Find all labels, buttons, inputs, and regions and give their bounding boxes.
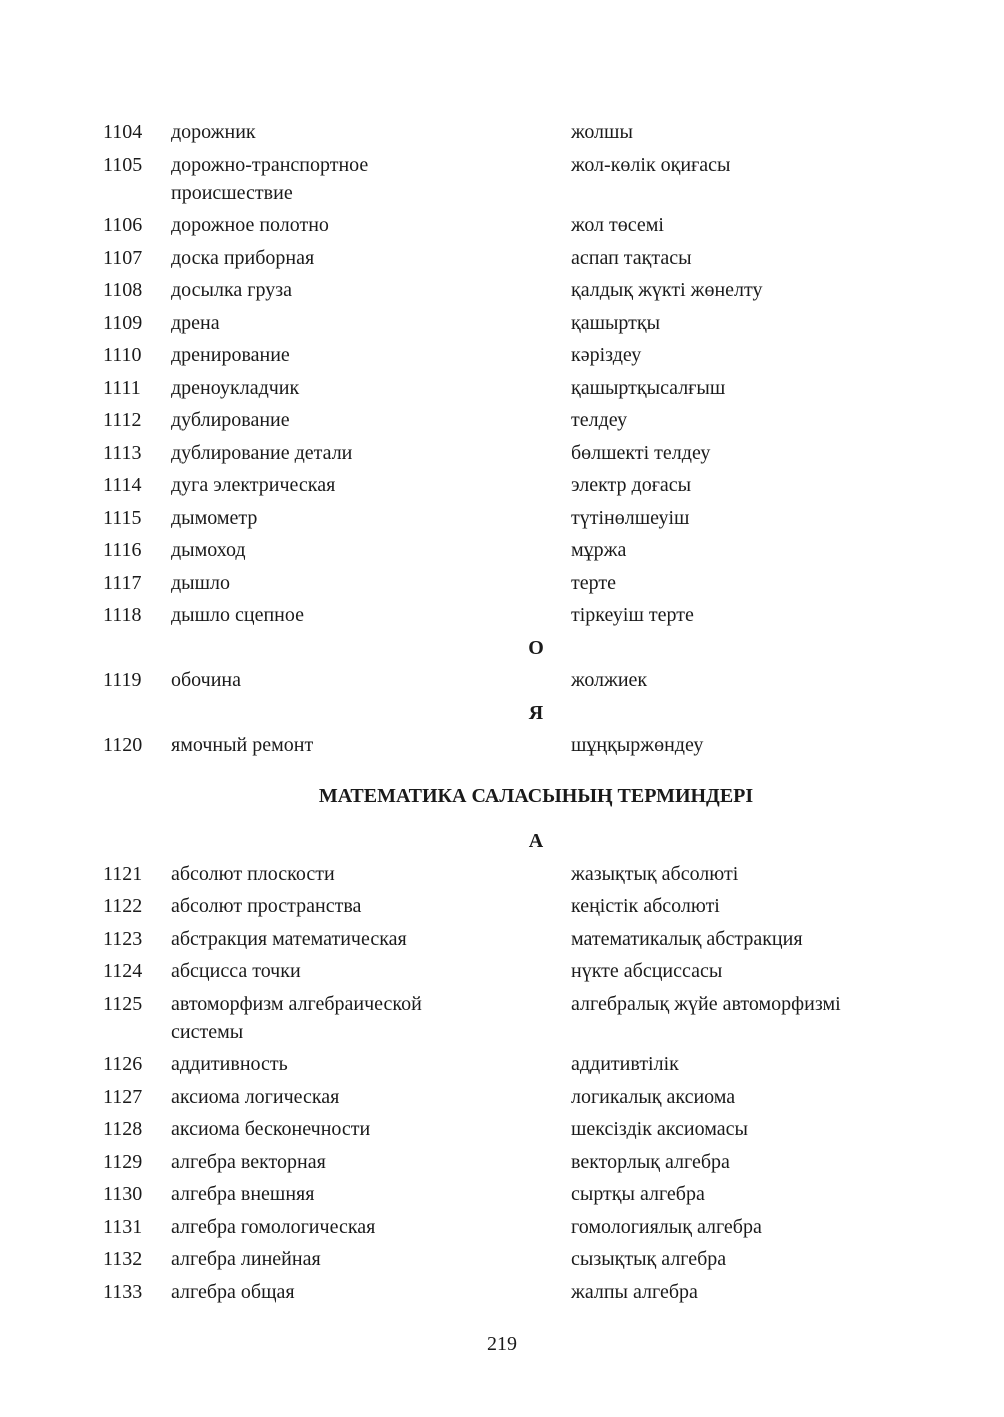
entry-russian: дуга электрическая <box>171 474 336 496</box>
entry-number: 1104 <box>103 121 143 143</box>
entry-kazakh: аспап тақтасы <box>571 246 692 269</box>
glossary-entry <box>103 1180 903 1208</box>
entry-kazakh: жол төсемі <box>571 214 664 236</box>
entry-kazakh: жолшы <box>571 121 633 143</box>
entry-kazakh: тіркеуіш терте <box>571 604 694 626</box>
entry-number: 1112 <box>103 409 142 431</box>
glossary-entry <box>103 211 903 239</box>
entry-russian: алгебра гомологическая <box>171 1215 376 1238</box>
entry-russian: абсцисса точки <box>171 960 301 982</box>
entry-number: 1123 <box>103 927 143 950</box>
entry-russian: дышло <box>171 571 230 594</box>
entry-number: 1116 <box>103 539 142 561</box>
entry-number: 1117 <box>103 571 142 594</box>
entry-russian: дымоход <box>171 539 246 561</box>
glossary-entry <box>103 601 903 629</box>
entry-russian: абсолют плоскости <box>171 862 335 885</box>
entry-russian: дублирование <box>171 409 290 431</box>
entry-russian: дорожно-транспортное происшествие <box>171 153 369 204</box>
entry-number: 1119 <box>103 669 142 691</box>
entry-kazakh: жазықтық абсолюті <box>571 862 739 885</box>
entry-russian: дорожное полотно <box>171 214 329 236</box>
glossary-entry <box>103 374 903 402</box>
entry-kazakh: сызықтық алгебра <box>571 1248 727 1270</box>
glossary-entry <box>103 1148 903 1176</box>
page-number: 219 <box>487 1333 517 1355</box>
entry-russian: алгебра векторная <box>171 1150 326 1173</box>
entry-list <box>103 118 903 629</box>
glossary-entry <box>103 309 903 337</box>
glossary-entry <box>103 536 903 564</box>
glossary-entry <box>103 118 903 146</box>
letter-heading-o: О <box>528 636 544 659</box>
entry-kazakh: алгебралық жүйе автоморфизмі <box>571 992 841 1015</box>
letter-heading-a: А <box>528 830 544 852</box>
entry-russian: ямочный ремонт <box>171 734 314 756</box>
entry-number: 1128 <box>103 1118 143 1140</box>
letter-heading-ya: Я <box>528 701 544 724</box>
section-title: МАТЕМАТИКА САЛАСЫНЫҢ ТЕРМИНДЕРІ <box>318 785 754 807</box>
entry-number: 1133 <box>103 1280 143 1303</box>
entry-kazakh: кәріздеу <box>571 344 642 366</box>
entry-russian: дышло сцепное <box>171 604 304 626</box>
glossary-entry <box>103 569 903 597</box>
glossary-block-transport <box>103 118 903 764</box>
entry-russian: дреноукладчик <box>171 376 300 399</box>
glossary-entry <box>103 244 903 272</box>
glossary-entry <box>103 1213 903 1241</box>
entry-kazakh: мұржа <box>571 539 627 561</box>
entry-number: 1126 <box>103 1053 143 1075</box>
entry-kazakh: қашыртқы <box>571 311 661 334</box>
entry-number: 1108 <box>103 279 143 301</box>
glossary-entry <box>103 439 903 467</box>
glossary-entry <box>103 276 903 304</box>
glossary-entry <box>103 1050 903 1078</box>
entry-russian: дорожник <box>171 121 256 143</box>
glossary-entry <box>103 1245 903 1273</box>
glossary-entry <box>103 925 903 953</box>
entry-number: 1130 <box>103 1183 143 1205</box>
entry-kazakh: логикалық аксиома <box>571 1085 736 1108</box>
entry-kazakh: телдеу <box>571 409 628 431</box>
glossary-block-math <box>103 782 903 1310</box>
entry-kazakh: бөлшекті телдеу <box>571 441 711 464</box>
entry-russian: дымометр <box>171 506 258 529</box>
entry-kazakh: жол-көлік оқиғасы <box>571 153 731 176</box>
entry-kazakh: шұңқыржөндеу <box>571 734 704 756</box>
entry-kazakh: қашыртқысалғыш <box>571 376 726 399</box>
entry-russian: обочина <box>171 669 241 691</box>
entry-number: 1111 <box>103 376 141 399</box>
entry-kazakh: кеңістік абсолюті <box>571 895 720 917</box>
entry-russian: алгебра линейная <box>171 1248 321 1270</box>
entry-kazakh: сыртқы алгебра <box>571 1183 705 1205</box>
entry-number: 1118 <box>103 604 142 626</box>
entry-kazakh: нүкте абсциссасы <box>571 960 723 982</box>
entry-number: 1110 <box>103 344 142 366</box>
entry-number: 1115 <box>103 506 142 529</box>
glossary-entry <box>103 151 903 207</box>
entry-number: 1125 <box>103 992 143 1015</box>
entry-russian: аддитивность <box>171 1053 288 1075</box>
glossary-entry <box>103 957 903 985</box>
entry-number: 1113 <box>103 441 142 464</box>
entry-kazakh: аддитивтілік <box>571 1053 679 1075</box>
entry-kazakh: векторлық алгебра <box>571 1150 730 1173</box>
entry-number: 1120 <box>103 734 143 756</box>
glossary-entry <box>103 341 903 369</box>
glossary-entry <box>103 860 903 888</box>
entry-number: 1122 <box>103 895 143 917</box>
entry-number: 1121 <box>103 862 143 885</box>
entry-russian: алгебра внешняя <box>171 1183 315 1205</box>
entry-kazakh: жалпы алгебра <box>571 1280 698 1303</box>
entry-russian: автоморфизм алгебраической системы <box>171 992 422 1043</box>
entry-russian: аксиома логическая <box>171 1085 340 1108</box>
entry-kazakh: гомологиялық алгебра <box>571 1215 762 1238</box>
glossary-entry <box>103 1115 903 1143</box>
entry-kazakh: математикалық абстракция <box>571 927 803 950</box>
entry-list <box>103 860 903 1306</box>
entry-russian: дрена <box>171 311 220 334</box>
entry-number: 1124 <box>103 960 143 982</box>
entry-russian: дублирование детали <box>171 441 353 464</box>
entry-number: 1109 <box>103 311 143 334</box>
entry-kazakh: электр доғасы <box>571 474 692 496</box>
glossary-entry <box>103 504 903 532</box>
entry-russian: аксиома бесконечности <box>171 1118 371 1140</box>
entry-kazakh: шексіздік аксиомасы <box>571 1118 748 1140</box>
entry-kazakh: қалдық жүкті жөнелту <box>571 279 763 301</box>
glossary-entry <box>103 1083 903 1111</box>
entry-number: 1127 <box>103 1085 143 1108</box>
entry-kazakh: терте <box>571 571 616 594</box>
entry-russian: дренирование <box>171 344 290 366</box>
glossary-entry <box>103 471 903 499</box>
glossary-entry <box>103 1278 903 1306</box>
glossary-entry <box>103 731 903 759</box>
entry-kazakh: түтінөлшеуіш <box>571 506 690 529</box>
entry-russian: досылка груза <box>171 279 292 301</box>
entry-russian: доска приборная <box>171 246 315 269</box>
entry-russian: алгебра общая <box>171 1280 295 1303</box>
glossary-entry <box>103 406 903 434</box>
entry-russian: абстракция математическая <box>171 927 407 950</box>
entry-russian: абсолют пространства <box>171 895 362 917</box>
glossary-entry <box>103 892 903 920</box>
entry-number: 1129 <box>103 1150 143 1173</box>
entry-number: 1132 <box>103 1248 143 1270</box>
entry-number: 1106 <box>103 214 143 236</box>
entry-kazakh: жолжиек <box>571 669 648 691</box>
entry-number: 1105 <box>103 153 143 176</box>
entry-number: 1107 <box>103 246 143 269</box>
glossary-entry <box>103 666 903 694</box>
entry-number: 1131 <box>103 1215 143 1238</box>
glossary-entry <box>103 990 903 1046</box>
entry-number: 1114 <box>103 474 142 496</box>
